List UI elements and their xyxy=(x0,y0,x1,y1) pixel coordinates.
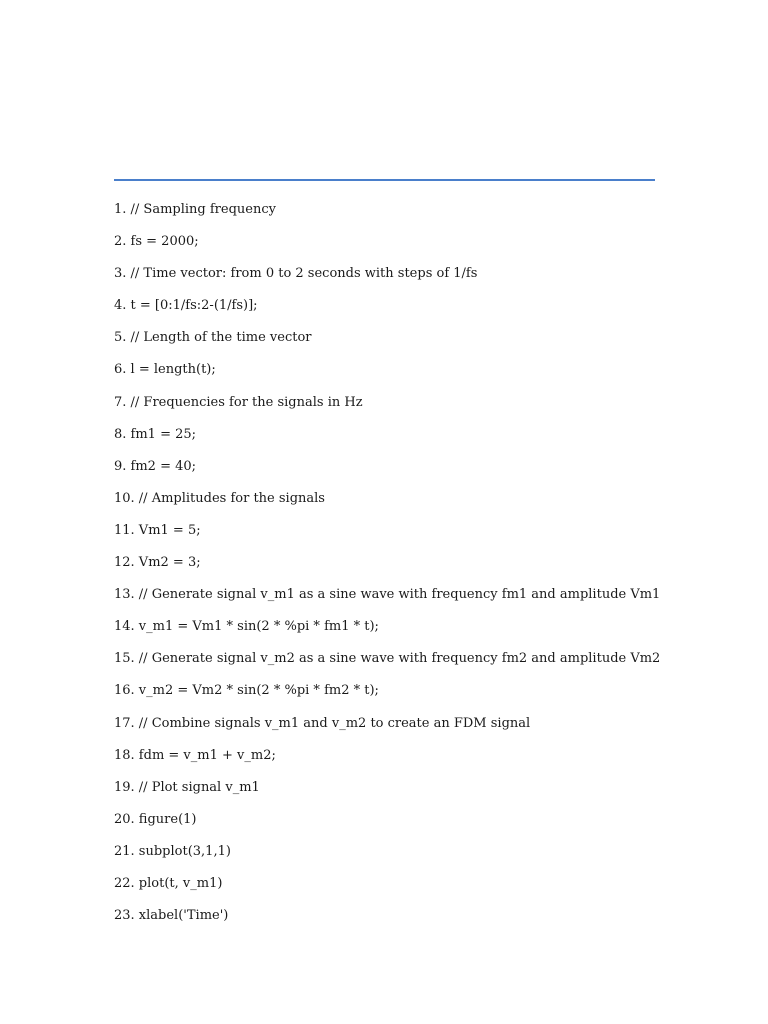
code-line: 21. subplot(3,1,1) xyxy=(114,843,231,859)
code-line: 18. fdm = v_m1 + v_m2; xyxy=(114,747,276,763)
code-line: 14. v_m1 = Vm1 * sin(2 * %pi * fm1 * t); xyxy=(114,619,379,635)
code-line: 7. // Frequencies for the signals in Hz xyxy=(114,394,363,410)
code-line: 8. fm1 = 25; xyxy=(114,426,197,442)
header-rule xyxy=(114,179,655,181)
code-line: 5. // Length of the time vector xyxy=(114,330,312,346)
code-list xyxy=(114,201,674,939)
code-line: 4. t = [0:1/fs:2-(1/fs)]; xyxy=(114,298,258,314)
code-line: 17. // Combine signals v_m1 and v_m2 to create an FDM signal xyxy=(114,715,531,731)
code-line: 16. v_m2 = Vm2 * sin(2 * %pi * fm2 * t); xyxy=(114,683,379,699)
code-line: 6. l = length(t); xyxy=(114,362,216,378)
code-line: 23. xlabel('Time') xyxy=(114,908,229,924)
code-line: 22. plot(t, v_m1) xyxy=(114,875,223,891)
code-line: 3. // Time vector: from 0 to 2 seconds with steps of 1/fs xyxy=(114,266,478,282)
code-line: 20. figure(1) xyxy=(114,811,197,827)
code-line: 1. // Sampling frequency xyxy=(114,202,276,217)
code-line: 12. Vm2 = 3; xyxy=(114,555,201,571)
code-line: 11. Vm1 = 5; xyxy=(114,522,201,538)
code-line: 10. // Amplitudes for the signals xyxy=(114,490,325,506)
code-line: 9. fm2 = 40; xyxy=(114,458,197,474)
code-line: 19. // Plot signal v_m1 xyxy=(114,779,260,795)
code-line: 15. // Generate signal v_m2 as a sine wave with frequency fm2 and amplitude Vm2 xyxy=(114,651,661,667)
code-line: 2. fs = 2000; xyxy=(114,234,199,250)
code-line: 13. // Generate signal v_m1 as a sine wave with frequency fm1 and amplitude Vm1 xyxy=(114,587,661,603)
